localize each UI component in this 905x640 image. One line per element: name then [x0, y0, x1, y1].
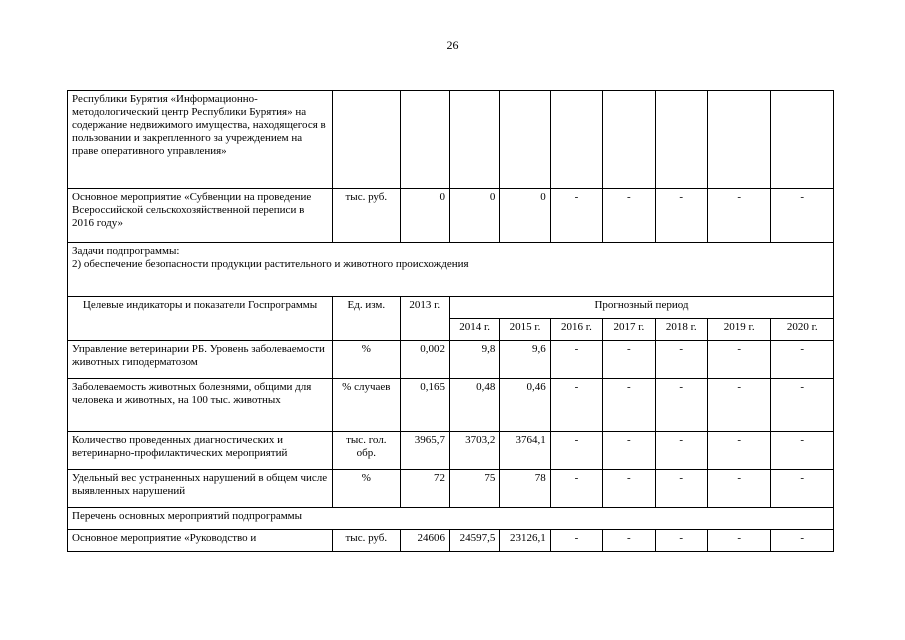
row-name: Основное мероприятие «Субвенции на проведение Всероссийской сельскохозяйственной переписи в 2016 году» [68, 189, 333, 243]
value-cell: - [655, 432, 707, 470]
row-name: Заболеваемость животных болезнями, общими для человека и животных, на 100 тыс. животных [68, 379, 333, 432]
header-2019: 2019 г. [707, 319, 770, 341]
header-indicators: Целевые индикаторы и показатели Госпрограммы [68, 297, 333, 341]
value-cell: 0,165 [400, 379, 449, 432]
value-cell: 0,002 [400, 341, 449, 379]
value-cell: - [707, 189, 770, 243]
header-2016: 2016 г. [550, 319, 602, 341]
value-cell: 9,8 [449, 341, 499, 379]
table-row [68, 508, 834, 530]
value-cell: - [603, 341, 655, 379]
value-cell: - [771, 379, 834, 432]
value-cell: 0 [400, 189, 449, 243]
row-name: Основное мероприятие «Руководство и [68, 530, 333, 552]
value-cell: 24606 [400, 530, 449, 552]
value-cell: - [603, 379, 655, 432]
tasks-item: 2) обеспечение безопасности продукции растительного и животного происхождения [72, 258, 469, 270]
header-2013: 2013 г. [400, 297, 449, 341]
row-name: Управление ветеринарии РБ. Уровень заболеваемости животных гиподерматозом [68, 341, 333, 379]
value-cell: - [550, 432, 602, 470]
value-cell: - [771, 189, 834, 243]
value-cell: - [550, 470, 602, 508]
unit-cell: % [333, 470, 401, 508]
value-cell: - [655, 189, 707, 243]
value-cell: - [603, 432, 655, 470]
value-cell: - [707, 341, 770, 379]
value-cell: - [707, 530, 770, 552]
row-name: Количество проведенных диагностических и ветеринарно-профилактических мероприятий [68, 432, 333, 470]
value-cell: - [603, 189, 655, 243]
list-title: Перечень основных мероприятий подпрограммы [68, 508, 834, 530]
value-cell: - [707, 432, 770, 470]
value-cell: - [707, 470, 770, 508]
value-cell: - [655, 530, 707, 552]
table-row [68, 530, 834, 552]
value-cell: - [707, 379, 770, 432]
tasks-title: Задачи подпрограммы: [72, 245, 180, 257]
value-cell: 0 [449, 189, 499, 243]
value-cell: 3703,2 [449, 432, 499, 470]
tasks-cell [68, 243, 834, 297]
value-cell: - [603, 530, 655, 552]
page-number: 26 [446, 38, 459, 52]
value-cell: - [771, 470, 834, 508]
value-cell: 78 [500, 470, 550, 508]
unit-cell: % случаев [333, 379, 401, 432]
value-cell: 0,48 [449, 379, 499, 432]
value-cell: - [771, 341, 834, 379]
value-cell: - [771, 530, 834, 552]
table-row [68, 432, 834, 470]
unit-cell: тыс. руб. [333, 189, 401, 243]
value-cell: 72 [400, 470, 449, 508]
value-cell: - [550, 530, 602, 552]
value-cell: - [771, 432, 834, 470]
header-2015: 2015 г. [500, 319, 550, 341]
value-cell: - [550, 189, 602, 243]
header-forecast: Прогнозный период [449, 297, 833, 319]
value-cell: 0,46 [500, 379, 550, 432]
header-unit: Ед. изм. [333, 297, 401, 341]
table-row [68, 341, 834, 379]
table-row [68, 470, 834, 508]
value-cell: 3965,7 [400, 432, 449, 470]
program-table [67, 90, 834, 552]
value-cell: - [550, 341, 602, 379]
row-name: Удельный вес устраненных нарушений в общем числе выявленных нарушений [68, 470, 333, 508]
table-row [68, 243, 834, 297]
header-2018: 2018 г. [655, 319, 707, 341]
header-2014: 2014 г. [449, 319, 499, 341]
value-cell: - [655, 470, 707, 508]
table-row [68, 189, 834, 243]
header-2017: 2017 г. [603, 319, 655, 341]
value-cell: - [655, 379, 707, 432]
value-cell: 23126,1 [500, 530, 550, 552]
value-cell: 24597,5 [449, 530, 499, 552]
unit-cell: % [333, 341, 401, 379]
value-cell: 3764,1 [500, 432, 550, 470]
value-cell: 75 [449, 470, 499, 508]
unit-cell: тыс. руб. [333, 530, 401, 552]
value-cell: - [550, 379, 602, 432]
unit-cell: тыс. гол. обр. [333, 432, 401, 470]
value-cell: - [655, 341, 707, 379]
table-row [68, 379, 834, 432]
value-cell: 0 [500, 189, 550, 243]
value-cell: 9,6 [500, 341, 550, 379]
header-row [68, 297, 834, 319]
header-2020: 2020 г. [771, 319, 834, 341]
table-row [68, 91, 834, 189]
value-cell: - [603, 470, 655, 508]
row-name: Республики Бурятия «Информационно-методологический центр Республики Бурятия» на содержание недвижимого имущества, находящегося в пользовании и закрепленного за учреждением на праве оперативного управления» [68, 91, 333, 189]
